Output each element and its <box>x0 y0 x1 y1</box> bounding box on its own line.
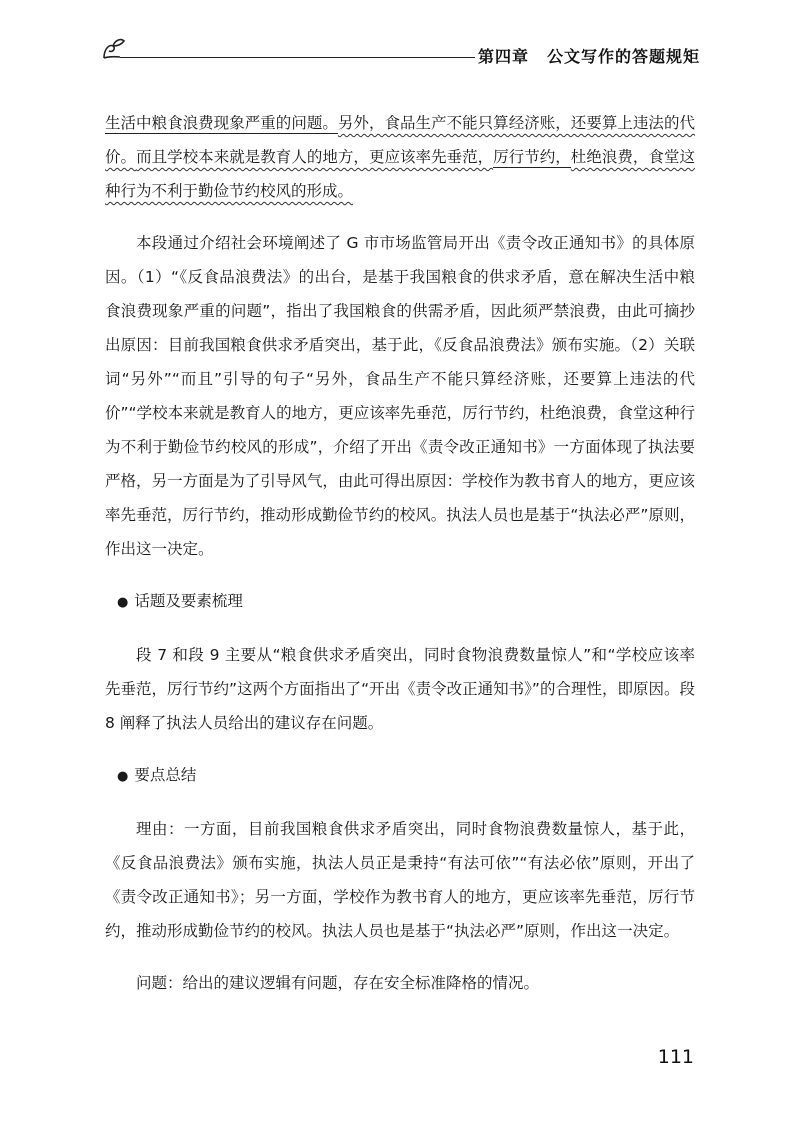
wavy-underlined-text: 另外，食品生产不能只算经济账，还要算上违法的代价。 <box>105 114 695 166</box>
section-heading-text: 要点总结 <box>134 766 197 784</box>
page-number: 111 <box>657 1046 694 1068</box>
chapter-name: 公文写作的答题规矩 <box>546 47 700 66</box>
underlined-text: 生活中粮食浪费现象严重的问题。 <box>105 114 338 132</box>
chapter-title <box>478 44 700 67</box>
wavy-underlined-text: 而且学校本来就是教育人的地方，更应该率先垂范， <box>136 148 494 166</box>
header-rule <box>120 57 475 58</box>
section-heading-topic <box>105 584 695 620</box>
section-heading-summary <box>105 758 695 794</box>
summary-problem-paragraph: 问题：给出的建议逻辑有问题，存在安全标准降格的情况。 <box>136 974 540 992</box>
topic-paragraph: 段 7 和段 9 主要从“粮食供求矛盾突出，同时食物浪费数量惊人”和“学校应该率先垂范，厉行节约”这两个方面指出了“开出《责令改正通知书》”的合理性，即原因。段 8 阐释了执法人员给出的建议存在问题。 <box>105 646 695 732</box>
bullet-icon: ● <box>117 769 129 784</box>
section-heading-text: 话题及要素梳理 <box>134 592 243 610</box>
quoted-passage <box>105 106 695 208</box>
bullet-icon: ● <box>117 595 129 610</box>
analysis-paragraph: 本段通过介绍社会环境阐述了 G 市市场监管局开出《责令改正通知书》的具体原因。（1）“《反食品浪费法》的出台，是基于我国粮食的供求矛盾，意在解决生活中粮食浪费现象严重的问题”，指出了我国粮食的供需矛盾，因此须严禁浪费，由此可摘抄出原因：目前我国粮食供求矛盾突出，基于此，《反食品浪费法》颁布实施。（2）关联词“另外”“而且”引导的句子“另外，食品生产不能只算经济账，还要算上违法的代价”“学校本来就是教育人的地方，更应该率先垂范，厉行节约，杜绝浪费，食堂这种行为不利于勤俭节约校风的形成”，介绍了开出《责令改正通知书》一方面体现了执法要严格，另一方面是为了引导风气，由此可得出原因：学校作为教书育人的地方，更应该率先垂范，厉行节约，推动形成勤俭节约的校风。执法人员也是基于“执法必严”原则，作出这一决定。 <box>105 234 695 558</box>
page-body <box>105 106 695 1018</box>
sprout-icon <box>100 34 126 64</box>
page-header <box>100 34 700 74</box>
summary-reason-paragraph: 理由：一方面，目前我国粮食供求矛盾突出，同时食物浪费数量惊人，基于此，《反食品浪费法》颁布实施，执法人员正是秉持“有法可依”“有法必依”原则，开出了《责令改正通知书》；另一方面，学校作为教书育人的地方，更应该率先垂范，厉行节约，推动形成勤俭节约的校风。执法人员也是基于“执法必严”原则，作出这一决定。 <box>105 820 695 940</box>
wavy-underlined-text: 杜绝浪费，食堂这种行为不利于勤俭节约校风的形成。 <box>105 148 695 200</box>
chapter-number: 第四章 <box>477 47 529 66</box>
underlined-text: 厉行节约， <box>493 148 571 166</box>
